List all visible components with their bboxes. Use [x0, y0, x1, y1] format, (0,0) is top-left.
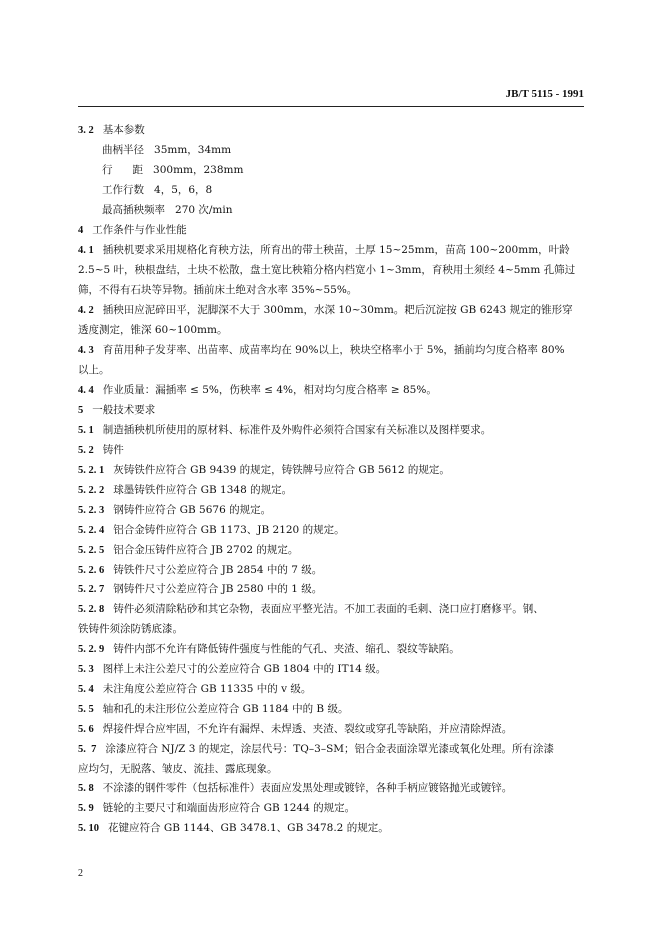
clause-text: 图样上未注公差尺寸的公差应符合 GB 1804 中的 IT14 级。	[102, 663, 387, 676]
clause-number: 5. 7	[78, 743, 97, 755]
clause-text-line: 以上。	[78, 363, 110, 376]
param-max-frequency	[78, 201, 584, 221]
clause-text: 花键应符合 GB 1144、GB 3478.1、GB 3478.2 的规定。	[108, 822, 389, 835]
param-value: 300mm，238mm	[153, 163, 244, 176]
clause-number: 5. 2. 6	[78, 564, 105, 576]
clause-text: 铸件	[102, 444, 124, 457]
clause-number: 5. 10	[78, 823, 99, 835]
section-title: 基本参数	[102, 124, 145, 136]
clause-text-line: 插秧机要求采用规格化育秧方法，所育出的带土秧苗，土厚 15~25mm，苗高 100~200mm，叶龄	[102, 244, 570, 257]
clause-4-4	[78, 381, 584, 401]
clause-text: 钢铸件尺寸公差应符合 JB 2580 中的 1 级。	[113, 583, 323, 596]
clause-number: 5. 2. 1	[78, 465, 105, 477]
clause-5-2-4	[78, 521, 584, 541]
clause-5-2-9	[78, 640, 584, 660]
section-title: 一般技术要求	[92, 404, 156, 417]
clause-text-line: 2.5~5 叶，秧根盘结，土块不松散，盘土宽比秧箱分格内档宽小 1~3mm，育秧用土须经 4~5mm 孔筛过	[78, 264, 576, 277]
clause-number: 5. 3	[78, 664, 94, 676]
clause-text: 制造插秧机所使用的原材料、标准件及外购件必须符合国家有关标准以及图样要求。	[102, 424, 492, 437]
clause-number: 5. 2. 9	[78, 644, 105, 656]
clause-4-1	[78, 241, 584, 301]
clause-number: 5. 2. 7	[78, 584, 105, 596]
clause-number: 4. 3	[78, 344, 94, 356]
clause-5-6	[78, 720, 584, 740]
clause-number: 5. 2. 8	[78, 604, 105, 616]
clause-5-9	[78, 799, 584, 819]
param-label: 最高插秧频率	[102, 203, 165, 216]
clause-text: 铝合金铸件应符合 GB 1173、JB 2120 的规定。	[113, 523, 345, 536]
clause-text: 轴和孔的未注形位公差应符合 GB 1184 中的 B 级。	[102, 702, 349, 715]
clause-number: 5. 5	[78, 703, 94, 715]
clause-5-2	[78, 441, 584, 461]
clause-text-line: 透度测定，锥深 60~100mm。	[78, 323, 228, 336]
clause-text: 不涂漆的钢件零件（包括标准件）表面应发黑处理或镀锌，各种手柄应镀铬抛光或镀锌。	[102, 782, 513, 795]
clause-text: 铸件内部不允许有降低铸件强度与性能的气孔、夹渣、缩孔、裂纹等缺陷。	[113, 643, 460, 656]
param-value: 4，5，6，8	[154, 183, 213, 196]
clause-text: 灰铸铁件应符合 GB 9439 的规定，铸铁牌号应符合 GB 5612 的规定。	[113, 464, 450, 477]
param-value: 35mm，34mm	[154, 143, 232, 156]
clause-4-3	[78, 341, 584, 381]
section-3-2-heading	[78, 121, 584, 141]
clause-text-line: 作业质量：漏插率 ≤ 5%，伤秧率 ≤ 4%，相对均匀度合格率 ≥ 85%。	[102, 383, 437, 396]
section-5-heading	[78, 401, 584, 421]
clause-text: 焊接件焊合应牢固，不允许有漏焊、未焊透、夹渣、裂纹或穿孔等缺陷，并应清除焊渣。	[102, 722, 513, 735]
param-label: 行 距	[102, 163, 144, 176]
clause-5-2-1	[78, 461, 584, 481]
clause-5-2-2	[78, 481, 584, 501]
clause-text-line: 筛，不得有石块等异物。插前床土绝对含水率 35%~55%。	[78, 284, 358, 297]
clause-number: 5. 8	[78, 783, 94, 795]
clause-number: 5. 4	[78, 683, 94, 695]
clause-5-4	[78, 680, 584, 700]
clause-5-2-7	[78, 580, 584, 600]
clause-text-line: 插秧田应泥碎田平，泥脚深不大于 300mm，水深 10~30mm。耙后沉淀按 GB 6243 规定的锥形穿	[102, 304, 573, 317]
param-label: 工作行数	[102, 183, 144, 196]
clause-number: 5. 2	[78, 445, 94, 457]
header-rule	[78, 106, 584, 107]
clause-number: 5. 2. 4	[78, 524, 105, 536]
section-number: 4	[78, 225, 84, 237]
clause-number: 5. 2. 3	[78, 504, 105, 516]
param-value: 270 次/min	[175, 203, 233, 216]
clause-5-2-6	[78, 561, 584, 581]
clause-text: 铸铁件尺寸公差应符合 JB 2854 中的 7 级。	[113, 563, 323, 576]
clause-5-10	[78, 819, 584, 839]
clause-number: 5. 2. 2	[78, 485, 105, 497]
clause-text-line: 应均匀，无脱落、皱皮、流挂、露底现象。	[78, 762, 278, 775]
param-crank-radius	[78, 141, 584, 161]
clause-text-line: 铸件必须清除粘砂和其它杂物，表面应平整光洁。不加工表面的毛刺、浇口应打磨修平。钢、	[113, 603, 544, 616]
clause-text: 球墨铸铁件应符合 GB 1348 的规定。	[113, 484, 293, 497]
clause-number: 5. 9	[78, 803, 94, 815]
document-body	[78, 121, 584, 839]
clause-5-5	[78, 700, 584, 720]
param-row-spacing	[78, 161, 584, 181]
clause-5-2-8	[78, 600, 584, 640]
clause-number: 5. 2. 5	[78, 544, 105, 556]
param-working-rows	[78, 181, 584, 201]
clause-5-8	[78, 779, 584, 799]
clause-4-2	[78, 301, 584, 341]
standard-code-header: JB/T 5115 - 1991	[505, 88, 584, 100]
clause-5-7	[78, 740, 584, 780]
clause-5-1	[78, 421, 584, 441]
clause-text-line: 育苗用种子发芽率、出苗率、成苗率均在 90%以上，秧块空格率小于 5%，插前均匀度合格率 80%	[102, 343, 565, 356]
page-number: 2	[78, 868, 83, 879]
section-title: 工作条件与作业性能	[92, 224, 187, 237]
clause-5-3	[78, 660, 584, 680]
clause-number: 5. 1	[78, 425, 94, 437]
section-number: 5	[78, 405, 84, 417]
clause-text: 铝合金压铸件应符合 JB 2702 的规定。	[113, 543, 299, 556]
clause-number: 4. 4	[78, 384, 94, 396]
clause-5-2-3	[78, 501, 584, 521]
clause-text-line: 涂漆应符合 NJ/Z 3 的规定，涂层代号：TQ–3–SM；铝合金表面涂罩光漆或氧化处理。所有涂漆	[105, 742, 555, 755]
clause-text: 链轮的主要尺寸和端面齿形应符合 GB 1244 的规定。	[102, 802, 356, 815]
clause-number: 4. 1	[78, 245, 94, 257]
section-number: 3. 2	[78, 125, 94, 136]
clause-number: 4. 2	[78, 305, 94, 317]
clause-5-2-5	[78, 541, 584, 561]
clause-text: 钢铸件应符合 GB 5676 的规定。	[113, 503, 272, 516]
section-4-heading	[78, 221, 584, 241]
param-label: 曲柄半径	[102, 143, 144, 156]
clause-text-line: 铁铸件须涂防锈底漆。	[78, 623, 183, 636]
clause-text: 未注角度公差应符合 GB 11335 中的 v 级。	[102, 682, 312, 695]
clause-number: 5. 6	[78, 723, 94, 735]
